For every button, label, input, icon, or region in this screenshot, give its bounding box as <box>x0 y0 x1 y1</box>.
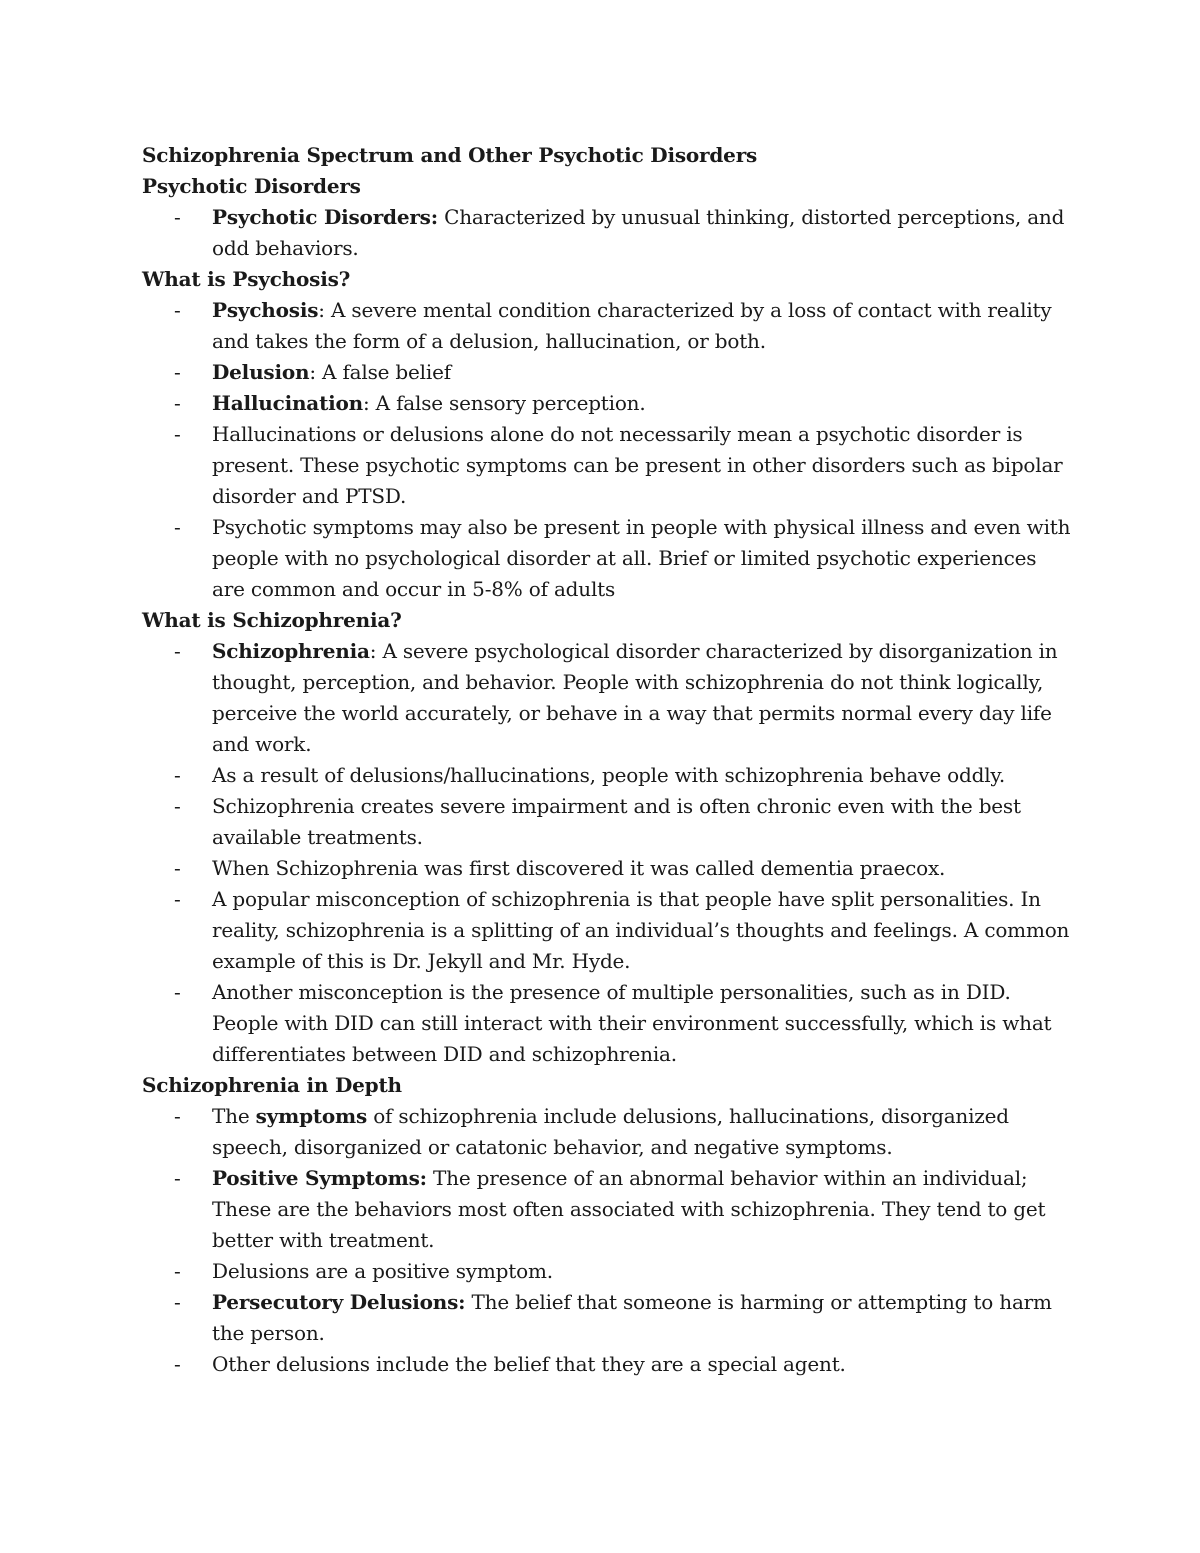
list-item: - Psychosis: A severe mental condition characterized by a loss of contact with reality and takes the form of a delusion, hallucination, or both. <box>142 295 1072 357</box>
dash-bullet: - <box>174 1259 181 1283</box>
dash-bullet: - <box>174 422 181 446</box>
dash-bullet: - <box>174 639 181 663</box>
list-item: - When Schizophrenia was first discovered it was called dementia praecox. <box>142 853 1072 884</box>
list-item: - Psychotic Disorders: Characterized by unusual thinking, distorted perceptions, and odd behaviors. <box>142 202 1072 264</box>
bullet-list <box>142 202 1072 264</box>
section-heading: What is Schizophrenia? <box>142 608 402 632</box>
dash-bullet: - <box>174 794 181 818</box>
list-item: - A popular misconception of schizophrenia is that people have split personalities. In reality, schizophrenia is a splitting of an individual’s thoughts and feelings. A common example of this is Dr. Jekyll and Mr. Hyde. <box>142 884 1072 977</box>
dash-bullet: - <box>174 1352 181 1376</box>
dash-bullet: - <box>174 515 181 539</box>
dash-bullet: - <box>174 391 181 415</box>
list-item: - Positive Symptoms: The presence of an abnormal behavior within an individual; These are the behaviors most often associated with schizophrenia. They tend to get better with treatment. <box>142 1163 1072 1256</box>
list-item: - Persecutory Delusions: The belief that someone is harming or attempting to harm the person. <box>142 1287 1072 1349</box>
dash-bullet: - <box>174 1290 181 1314</box>
list-item: - Hallucinations or delusions alone do not necessarily mean a psychotic disorder is present. These psychotic symptoms can be present in other disorders such as bipolar disorder and PTSD. <box>142 419 1072 512</box>
list-item: - As a result of delusions/hallucinations, people with schizophrenia behave oddly. <box>142 760 1072 791</box>
list-item: - Delusions are a positive symptom. <box>142 1256 1072 1287</box>
dash-bullet: - <box>174 1166 181 1190</box>
dash-bullet: - <box>174 980 181 1004</box>
dash-bullet: - <box>174 856 181 880</box>
list-item: - Schizophrenia creates severe impairment and is often chronic even with the best available treatments. <box>142 791 1072 853</box>
section-heading: What is Psychosis? <box>142 267 351 291</box>
list-item: - Another misconception is the presence of multiple personalities, such as in DID. People with DID can still interact with their environment successfully, which is what differentiates between DID and schizophrenia. <box>142 977 1072 1070</box>
dash-bullet: - <box>174 298 181 322</box>
list-item: - Delusion: A false belief <box>142 357 1072 388</box>
list-item: - Other delusions include the belief that they are a special agent. <box>142 1349 1072 1380</box>
dash-bullet: - <box>174 205 181 229</box>
document-title: Schizophrenia Spectrum and Other Psychotic Disorders <box>142 143 758 167</box>
list-item: - Hallucination: A false sensory perception. <box>142 388 1072 419</box>
document-page <box>142 140 1072 1380</box>
dash-bullet: - <box>174 887 181 911</box>
dash-bullet: - <box>174 1104 181 1128</box>
section-heading: Schizophrenia in Depth <box>142 1073 402 1097</box>
dash-bullet: - <box>174 360 181 384</box>
dash-bullet: - <box>174 763 181 787</box>
list-item: - Schizophrenia: A severe psychological disorder characterized by disorganization in thought, perception, and behavior. People with schizophrenia do not think logically, perceive the world accurately, or behave in a way that permits normal every day life and work. <box>142 636 1072 760</box>
bullet-list <box>142 295 1072 605</box>
section-heading: Psychotic Disorders <box>142 174 361 198</box>
bullet-list <box>142 636 1072 1070</box>
list-item: - Psychotic symptoms may also be present in people with physical illness and even with people with no psychological disorder at all. Brief or limited psychotic experiences are common and occur in 5-8% of adults <box>142 512 1072 605</box>
list-item: - The symptoms of schizophrenia include delusions, hallucinations, disorganized speech, disorganized or catatonic behavior, and negative symptoms. <box>142 1101 1072 1163</box>
bullet-list <box>142 1101 1072 1380</box>
